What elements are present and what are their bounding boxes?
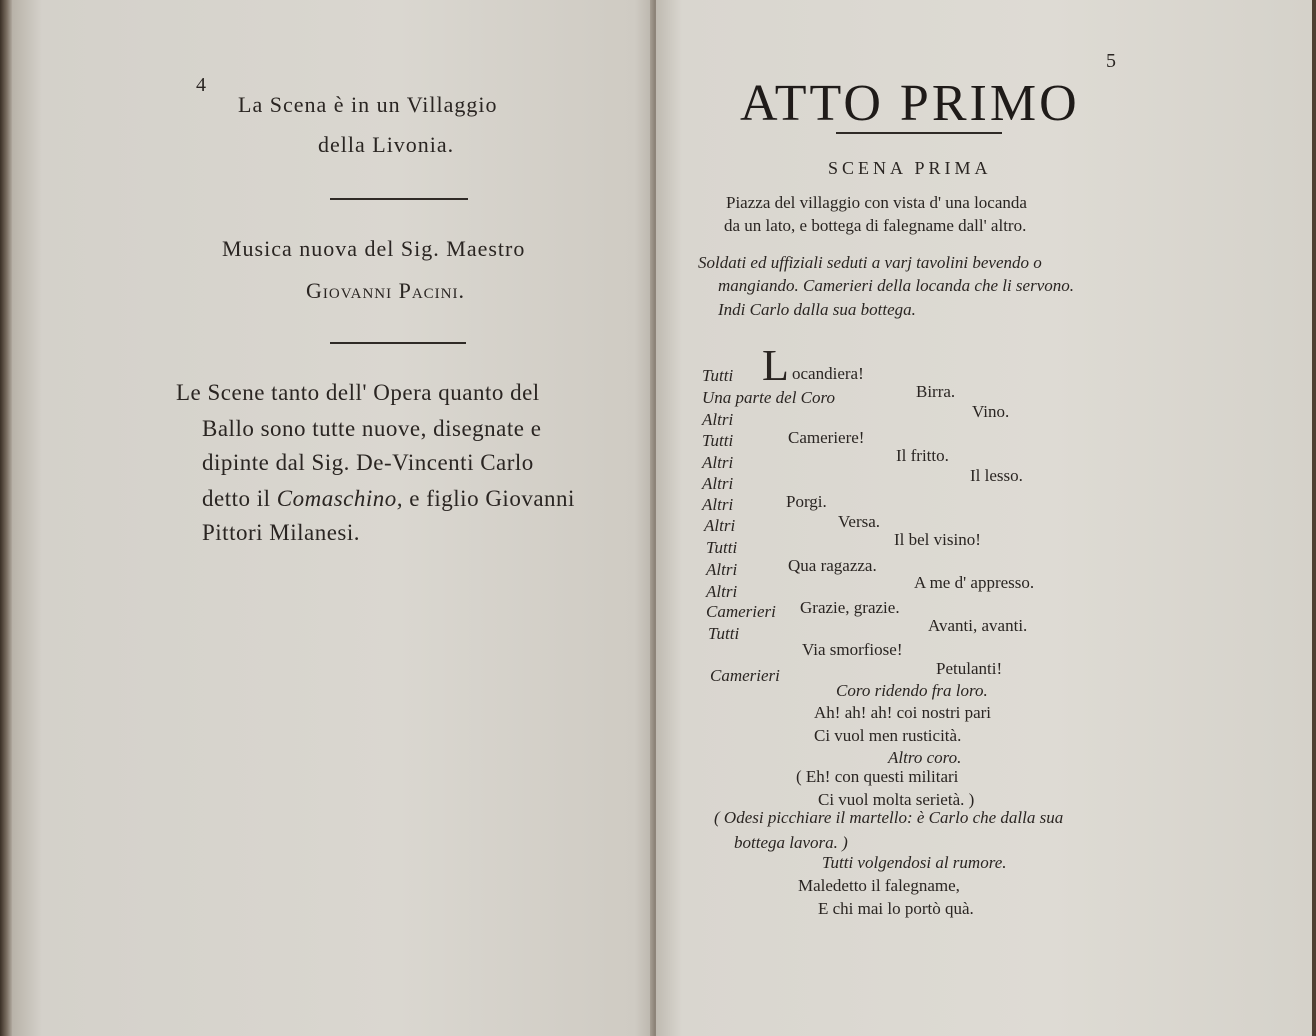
music-line-1: Musica nuova del Sig. Maestro [222, 236, 526, 261]
speaker: Tutti [706, 538, 738, 557]
dialogue-line: Il fritto. [896, 446, 949, 465]
scenes-line-2: Ballo sono tutte nuove, disegnate e [202, 416, 542, 441]
dialogue-line: Via smorfiose! [802, 640, 903, 659]
speaker: Una parte del Coro [702, 388, 836, 407]
setting-line-2: della Livonia. [318, 132, 455, 157]
scenes-line-4-italic: Comaschino, [276, 486, 404, 511]
stage-direction: bottega lavora. ) [734, 833, 848, 852]
stage-direction: ( Odesi picchiare il martello: è Carlo che dalla sua [714, 808, 1064, 827]
verse-line: Ah! ah! ah! coi nostri pari [814, 703, 992, 722]
dialogue-line: Petulanti! [936, 659, 1003, 678]
stage-direction: Tutti volgendosi al rumore. [822, 853, 1007, 872]
dialogue-line: Il lesso. [970, 466, 1023, 485]
speaker: Tutti [702, 366, 734, 385]
divider-2 [330, 342, 466, 344]
dialogue-line: Vino. [972, 402, 1010, 421]
verse-line: Maledetto il falegname, [798, 876, 960, 895]
dialogue-line: Qua ragazza. [788, 556, 877, 575]
drop-cap: L [762, 341, 789, 390]
speaker: Altri [704, 516, 736, 535]
verse-line: ( Eh! con questi militari [796, 767, 959, 786]
right-page-number: 5 [1106, 50, 1116, 72]
stage-direction-line-3: Indi Carlo dalla sua bottega. [718, 300, 916, 319]
music-line-2: Giovanni Pacini. [306, 278, 466, 303]
stage-direction: Coro ridendo fra loro. [836, 681, 988, 700]
description-line-1: Piazza del villaggio con vista d' una locanda [726, 193, 1027, 212]
setting-line-1: La Scena è in un Villaggio [238, 92, 498, 117]
dialogue-line: Grazie, grazie. [800, 598, 900, 617]
dialogue-line: A me d' appresso. [914, 573, 1035, 592]
dialogue-line: Birra. [916, 382, 956, 401]
dialogue-line: Cameriere! [788, 428, 865, 447]
verse-line: E chi mai lo portò quà. [818, 899, 974, 918]
speaker: Altri [702, 410, 734, 429]
dialogue-line: Porgi. [786, 492, 827, 511]
scenes-line-4 [202, 486, 575, 512]
speaker: Altri [702, 453, 734, 472]
left-page-number: 4 [196, 74, 206, 96]
description-line-2: da un lato, e bottega di falegname dall' altro. [724, 216, 1027, 235]
scenes-line-4-pre: detto il [202, 486, 277, 511]
speaker: Altri [706, 560, 738, 579]
verse-line: Ci vuol men rusticità. [814, 726, 962, 745]
speaker: Tutti [702, 431, 734, 450]
verse-line: Ci vuol molta serietà. ) [818, 790, 975, 809]
speaker: Altri [706, 582, 738, 601]
dialogue-line: Avanti, avanti. [928, 616, 1028, 635]
dialogue-line: Il bel visino! [894, 530, 981, 549]
title-rule [836, 132, 1002, 134]
speaker: Tutti [708, 624, 740, 643]
speaker: Altri [702, 495, 734, 514]
divider-1 [330, 198, 468, 200]
scene-heading: SCENA PRIMA [828, 158, 992, 178]
scenes-line-5: Pittori Milanesi. [202, 520, 360, 545]
stage-direction-line-2: mangiando. Camerieri della locanda che li servono. [718, 276, 1075, 295]
speaker: Camerieri [710, 666, 780, 685]
right-page [656, 0, 1312, 1036]
scenes-line-1: Le Scene tanto dell' Opera quanto del [176, 380, 540, 405]
speaker: Altri [702, 474, 734, 493]
scenes-line-3: dipinte dal Sig. De-Vincenti Carlo [202, 450, 534, 475]
scenes-line-4-post: e figlio Giovanni [403, 486, 575, 511]
stage-direction: Altro coro. [888, 748, 962, 767]
dialogue-line: Versa. [838, 512, 881, 531]
act-title: ATTO PRIMO [740, 75, 1080, 132]
dialogue-line: ocandiera! [792, 364, 864, 383]
speaker: Camerieri [706, 602, 776, 621]
stage-direction-line-1: Soldati ed uffiziali seduti a varj tavolini bevendo o [698, 253, 1042, 272]
